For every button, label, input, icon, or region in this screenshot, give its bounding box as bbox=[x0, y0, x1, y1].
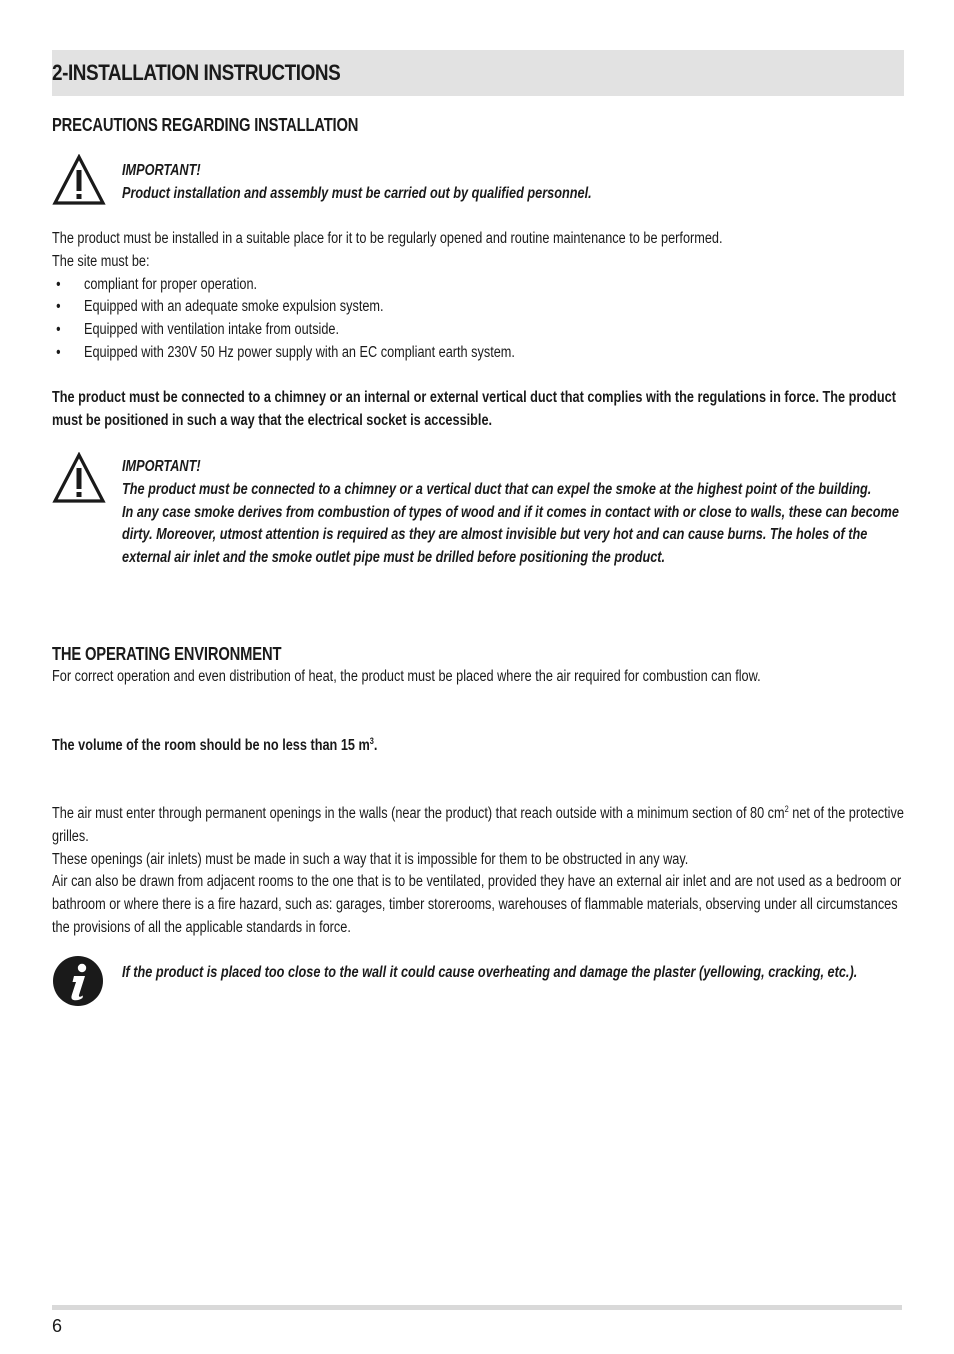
list-item: • Equipped with ventilation intake from outside. bbox=[52, 319, 904, 342]
notice2-label: IMPORTANT! bbox=[122, 458, 201, 475]
air-openings-p2: These openings (air inlets) must be made in such a way that it is impossible for them to be obstructed in any way. bbox=[52, 850, 689, 868]
room-volume-text bbox=[52, 735, 904, 758]
chimney-requirement-wrap bbox=[52, 387, 905, 433]
air-openings-p3: Air can also be drawn from adjacent rooms to the one that is to be ventilated, provided they have an external air inlet and are not used as a bedroom or bathroom or where there is a fire hazard, such as: garages, timber storerooms, warehouses of flammable materials, observing under all circumstances the provisions of all the applicable standards in force. bbox=[52, 873, 902, 936]
air-p1-prefix: The air must enter through permanent openings in the walls (near the product) that reach outside with a minimum section of 80 cm bbox=[52, 805, 785, 822]
section-title-bar bbox=[52, 50, 904, 96]
room-volume-suffix: . bbox=[373, 737, 378, 754]
section-title: 2-INSTALLATION INSTRUCTIONS bbox=[52, 60, 341, 85]
footer-rule bbox=[52, 1305, 902, 1310]
info-icon bbox=[52, 955, 104, 1007]
notice2-text2: In any case smoke derives from combustion of types of wood and if it comes in contact with or close to walls, these can become dirty. Moreover, utmost attention is required as they are almost invisible but very hot and can cause burns. The holes of the external air inlet and the smoke outlet pipe must be drilled before positioning the product. bbox=[122, 503, 899, 567]
chimney-requirement: The product must be connected to a chimney or an internal or external vertical duct that complies with the regulations in force. The product must be positioned in such a way that the electrical socket is accessible. bbox=[52, 389, 896, 429]
environment-intro-wrap bbox=[52, 666, 904, 689]
room-volume-sup: 3 bbox=[369, 735, 374, 746]
air-p1-sup: 2 bbox=[784, 803, 789, 814]
site-requirements-list bbox=[52, 274, 904, 365]
air-openings-body bbox=[52, 803, 905, 940]
notice1-label: IMPORTANT! bbox=[122, 162, 201, 179]
environment-heading-wrap bbox=[52, 644, 904, 665]
environment-intro: For correct operation and even distribution of heat, the product must be placed where the air required for combustion can flow. bbox=[52, 668, 761, 685]
page-content bbox=[52, 50, 904, 981]
warning-triangle-icon bbox=[52, 154, 106, 206]
list-item: • Equipped with an adequate smoke expulsion system. bbox=[52, 296, 904, 319]
environment-heading: THE OPERATING ENVIRONMENT bbox=[52, 644, 282, 664]
air-openings-p1 bbox=[52, 803, 905, 849]
list-item: • Equipped with 230V 50 Hz power supply with an EC compliant earth system. bbox=[52, 342, 904, 365]
warning-triangle-icon bbox=[52, 452, 106, 504]
notice1-text: Product installation and assembly must be carried out by qualified personnel. bbox=[122, 184, 592, 202]
precautions-heading-wrap bbox=[52, 115, 904, 136]
precautions-heading: PRECAUTIONS REGARDING INSTALLATION bbox=[52, 115, 359, 135]
list-item: • compliant for proper operation. bbox=[52, 274, 904, 297]
site-must-be: The site must be: bbox=[52, 252, 150, 270]
notice2-text1: The product must be connected to a chimney or a vertical duct that can expel the smoke at the highest point of the building. bbox=[122, 480, 872, 498]
precautions-body bbox=[52, 228, 904, 365]
page-number: 6 bbox=[52, 1316, 63, 1336]
info-note-text: If the product is placed too close to the wall it could cause overheating and damage the plaster (yellowing, cracking, etc.). bbox=[122, 964, 858, 981]
precautions-intro: The product must be installed in a suitable place for it to be regularly opened and routine maintenance to be performed. bbox=[52, 230, 723, 247]
room-volume-wrap bbox=[52, 735, 904, 758]
room-volume-prefix: The volume of the room should be no less than 15 m bbox=[52, 737, 370, 754]
air-p1-suffix: net of the protective grilles. bbox=[52, 805, 904, 845]
